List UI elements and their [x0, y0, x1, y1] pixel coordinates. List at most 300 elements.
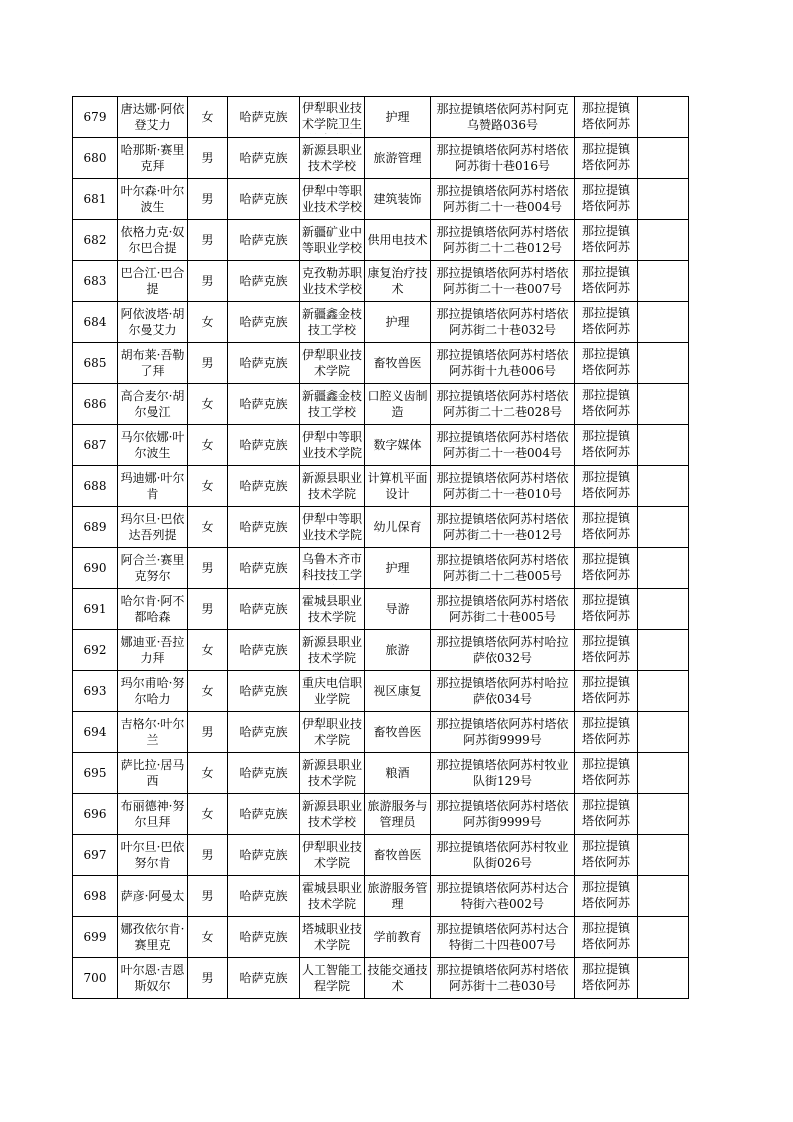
cell-major: [365, 179, 431, 220]
cell-major: [365, 507, 431, 548]
cell-major-text: 畜牧兽医: [373, 356, 422, 370]
cell-name: [118, 138, 188, 179]
cell-ethnicity-text: 哈萨克族: [239, 561, 288, 575]
cell-town: [575, 958, 638, 999]
cell-note: [638, 753, 689, 794]
cell-town: [575, 384, 638, 425]
cell-ethnicity-text: 哈萨克族: [239, 602, 288, 616]
cell-sex-text: 男: [201, 233, 214, 247]
cell-number-text: 679: [83, 110, 107, 124]
cell-major-text: 数字媒体: [373, 438, 422, 452]
cell-address-text: 那拉提镇塔依阿苏村哈拉萨依032号: [436, 635, 569, 665]
cell-school: [300, 589, 365, 630]
cell-sex: [188, 220, 228, 261]
cell-sex-text: 女: [201, 520, 214, 534]
cell-ethnicity: [228, 794, 300, 835]
cell-address-text: 那拉提镇塔依阿苏村塔依阿苏街二十一巷004号: [436, 184, 569, 214]
table-row: [73, 589, 689, 630]
cell-town: [575, 589, 638, 630]
cell-number-text: 685: [83, 356, 107, 370]
cell-number-text: 687: [83, 438, 107, 452]
cell-sex-text: 女: [201, 766, 214, 780]
cell-major-text: 粮酒: [385, 766, 410, 780]
cell-address-text: 那拉提镇塔依阿苏村哈拉萨依034号: [436, 676, 569, 706]
cell-town-text: 那拉提镇塔依阿苏: [581, 347, 630, 377]
cell-school: [300, 876, 365, 917]
cell-number-text: 696: [83, 807, 107, 821]
cell-note: [638, 794, 689, 835]
cell-address: [431, 712, 575, 753]
cell-town: [575, 343, 638, 384]
cell-ethnicity-text: 哈萨克族: [239, 274, 288, 288]
cell-sex-text: 男: [201, 192, 214, 206]
cell-note: [638, 958, 689, 999]
cell-address-text: 那拉提镇塔依阿苏村塔依阿苏街二十一巷004号: [436, 430, 569, 460]
cell-town: [575, 220, 638, 261]
cell-school-text: 新源县职业技术学校: [302, 143, 362, 173]
cell-major: [365, 425, 431, 466]
cell-major: [365, 876, 431, 917]
cell-major-text: 计算机平面设计: [367, 471, 428, 501]
cell-note: [638, 97, 689, 138]
cell-town: [575, 876, 638, 917]
cell-note: [638, 712, 689, 753]
cell-sex-text: 女: [201, 479, 214, 493]
table-row: [73, 794, 689, 835]
cell-sex-text: 女: [201, 315, 214, 329]
cell-school-text: 乌鲁木齐市科技技工学: [302, 552, 362, 582]
cell-note: [638, 179, 689, 220]
cell-name-text: 吉格尔·叶尔兰: [120, 717, 185, 747]
cell-address: [431, 466, 575, 507]
cell-town-text: 那拉提镇塔依阿苏: [581, 552, 630, 582]
cell-ethnicity: [228, 343, 300, 384]
cell-school: [300, 343, 365, 384]
table-row: [73, 630, 689, 671]
cell-sex-text: 男: [201, 889, 214, 903]
cell-address-text: 那拉提镇塔依阿苏村塔依阿苏街二十二巷012号: [436, 225, 569, 255]
cell-note: [638, 138, 689, 179]
cell-major-text: 幼儿保育: [373, 520, 422, 534]
cell-town: [575, 753, 638, 794]
cell-major: [365, 835, 431, 876]
cell-sex: [188, 425, 228, 466]
cell-ethnicity-text: 哈萨克族: [239, 151, 288, 165]
cell-ethnicity-text: 哈萨克族: [239, 725, 288, 739]
cell-ethnicity: [228, 630, 300, 671]
cell-school-text: 伊犁中等职业技术学校: [302, 184, 362, 214]
cell-address-text: 那拉提镇塔依阿苏村塔依阿苏街9999号: [436, 717, 569, 747]
cell-town-text: 那拉提镇塔依阿苏: [581, 429, 630, 459]
cell-school: [300, 261, 365, 302]
cell-ethnicity: [228, 97, 300, 138]
cell-address: [431, 302, 575, 343]
cell-ethnicity-text: 哈萨克族: [239, 397, 288, 411]
cell-address-text: 那拉提镇塔依阿苏村塔依阿苏街二十二巷028号: [436, 389, 569, 419]
cell-major: [365, 671, 431, 712]
cell-major: [365, 261, 431, 302]
cell-name: [118, 876, 188, 917]
cell-note: [638, 507, 689, 548]
cell-address: [431, 261, 575, 302]
cell-town-text: 那拉提镇塔依阿苏: [581, 470, 630, 500]
cell-major: [365, 958, 431, 999]
cell-ethnicity: [228, 220, 300, 261]
cell-number: [73, 753, 118, 794]
cell-major-text: 护理: [385, 315, 410, 329]
cell-name-text: 胡布莱·吾勒了拜: [120, 348, 185, 378]
cell-town-text: 那拉提镇塔依阿苏: [581, 183, 630, 213]
roster-body: [73, 97, 689, 999]
cell-number: [73, 589, 118, 630]
cell-town: [575, 548, 638, 589]
cell-major: [365, 138, 431, 179]
cell-name: [118, 589, 188, 630]
cell-name-text: 叶尔旦·巴依努尔肯: [120, 840, 185, 870]
table-row: [73, 835, 689, 876]
cell-town: [575, 179, 638, 220]
cell-address-text: 那拉提镇塔依阿苏村塔依阿苏街二十巷032号: [436, 307, 569, 337]
table-row: [73, 261, 689, 302]
cell-ethnicity: [228, 548, 300, 589]
cell-sex-text: 男: [201, 602, 214, 616]
cell-number-text: 699: [83, 930, 107, 944]
cell-sex: [188, 343, 228, 384]
cell-sex-text: 男: [201, 971, 214, 985]
cell-address-text: 那拉提镇塔依阿苏村塔依阿苏街十九巷006号: [436, 348, 569, 378]
cell-town: [575, 917, 638, 958]
table-row: [73, 97, 689, 138]
cell-address-text: 那拉提镇塔依阿苏村塔依阿苏街二十一巷010号: [436, 471, 569, 501]
table-row: [73, 958, 689, 999]
cell-major-text: 康复治疗技术: [367, 266, 428, 296]
cell-note: [638, 466, 689, 507]
cell-major: [365, 97, 431, 138]
cell-school: [300, 671, 365, 712]
cell-number: [73, 712, 118, 753]
cell-major-text: 技能交通技术: [367, 963, 428, 993]
cell-note: [638, 384, 689, 425]
cell-town-text: 那拉提镇塔依阿苏: [581, 388, 630, 418]
cell-sex: [188, 794, 228, 835]
cell-ethnicity-text: 哈萨克族: [239, 233, 288, 247]
cell-sex: [188, 917, 228, 958]
table-row: [73, 220, 689, 261]
cell-name: [118, 261, 188, 302]
cell-major-text: 口腔义齿制造: [367, 389, 428, 419]
cell-name: [118, 630, 188, 671]
cell-number-text: 694: [83, 725, 107, 739]
cell-number-text: 688: [83, 479, 107, 493]
cell-town-text: 那拉提镇塔依阿苏: [581, 880, 630, 910]
cell-sex: [188, 753, 228, 794]
cell-school: [300, 548, 365, 589]
cell-name: [118, 917, 188, 958]
cell-ethnicity-text: 哈萨克族: [239, 971, 288, 985]
cell-name-text: 高合麦尔·胡尔曼江: [120, 389, 185, 419]
cell-ethnicity: [228, 261, 300, 302]
cell-address-text: 那拉提镇塔依阿苏村达合特街六巷002号: [436, 881, 569, 911]
table-row: [73, 343, 689, 384]
cell-town-text: 那拉提镇塔依阿苏: [581, 716, 630, 746]
cell-name: [118, 466, 188, 507]
cell-number: [73, 466, 118, 507]
cell-address-text: 那拉提镇塔依阿苏村塔依阿苏街二十一巷012号: [436, 512, 569, 542]
cell-school-text: 新疆矿业中等职业学校: [302, 225, 362, 255]
cell-number: [73, 630, 118, 671]
cell-ethnicity: [228, 179, 300, 220]
cell-sex: [188, 179, 228, 220]
cell-sex-text: 男: [201, 356, 214, 370]
cell-number-text: 682: [83, 233, 107, 247]
cell-town-text: 那拉提镇塔依阿苏: [581, 757, 630, 787]
cell-number: [73, 138, 118, 179]
cell-sex-text: 女: [201, 438, 214, 452]
cell-major-text: 旅游服务管理: [367, 881, 428, 911]
cell-major-text: 护理: [385, 561, 410, 575]
cell-note: [638, 671, 689, 712]
cell-school: [300, 302, 365, 343]
cell-major: [365, 589, 431, 630]
table-row: [73, 384, 689, 425]
cell-number: [73, 302, 118, 343]
cell-name: [118, 794, 188, 835]
cell-address: [431, 835, 575, 876]
cell-ethnicity-text: 哈萨克族: [239, 684, 288, 698]
table-row: [73, 466, 689, 507]
cell-address: [431, 97, 575, 138]
table-row: [73, 753, 689, 794]
cell-sex-text: 女: [201, 930, 214, 944]
cell-major: [365, 712, 431, 753]
cell-number: [73, 794, 118, 835]
cell-address: [431, 548, 575, 589]
cell-note: [638, 548, 689, 589]
cell-town-text: 那拉提镇塔依阿苏: [581, 962, 630, 992]
cell-sex: [188, 548, 228, 589]
cell-town: [575, 630, 638, 671]
cell-ethnicity-text: 哈萨克族: [239, 479, 288, 493]
cell-school-text: 霍城县职业技术学院: [302, 594, 362, 624]
cell-ethnicity: [228, 425, 300, 466]
cell-ethnicity-text: 哈萨克族: [239, 356, 288, 370]
cell-major: [365, 384, 431, 425]
cell-number-text: 689: [83, 520, 107, 534]
cell-sex-text: 男: [201, 725, 214, 739]
cell-school-text: 伊犁职业技术学院: [302, 840, 362, 870]
cell-number-text: 691: [83, 602, 107, 616]
cell-number-text: 693: [83, 684, 107, 698]
cell-school-text: 人工智能工程学院: [302, 963, 362, 993]
cell-ethnicity: [228, 876, 300, 917]
cell-town-text: 那拉提镇塔依阿苏: [581, 634, 630, 664]
cell-address: [431, 138, 575, 179]
cell-note: [638, 917, 689, 958]
cell-sex: [188, 589, 228, 630]
cell-school: [300, 753, 365, 794]
cell-ethnicity: [228, 671, 300, 712]
cell-town-text: 那拉提镇塔依阿苏: [581, 839, 630, 869]
cell-name: [118, 835, 188, 876]
cell-name: [118, 179, 188, 220]
cell-address-text: 那拉提镇塔依阿苏村塔依阿苏街二十巷005号: [436, 594, 569, 624]
cell-town: [575, 671, 638, 712]
cell-name-text: 布丽德神·努尔旦拜: [120, 799, 185, 829]
cell-address: [431, 958, 575, 999]
cell-name-text: 叶尔森·叶尔波生: [120, 184, 185, 214]
cell-ethnicity-text: 哈萨克族: [239, 889, 288, 903]
table-row: [73, 507, 689, 548]
cell-town: [575, 302, 638, 343]
cell-major: [365, 343, 431, 384]
cell-number-text: 684: [83, 315, 107, 329]
cell-ethnicity: [228, 589, 300, 630]
cell-major-text: 畜牧兽医: [373, 725, 422, 739]
cell-number: [73, 220, 118, 261]
table-row: [73, 138, 689, 179]
cell-school: [300, 835, 365, 876]
table-row: [73, 302, 689, 343]
cell-name-text: 哈那斯·赛里克拜: [120, 143, 185, 173]
cell-name-text: 萨比拉·居马西: [120, 758, 185, 788]
cell-ethnicity-text: 哈萨克族: [239, 520, 288, 534]
cell-name: [118, 958, 188, 999]
cell-ethnicity-text: 哈萨克族: [239, 766, 288, 780]
cell-ethnicity: [228, 138, 300, 179]
cell-number: [73, 425, 118, 466]
cell-address: [431, 220, 575, 261]
cell-major: [365, 466, 431, 507]
cell-number: [73, 835, 118, 876]
cell-sex: [188, 958, 228, 999]
cell-number-text: 681: [83, 192, 107, 206]
cell-address-text: 那拉提镇塔依阿苏村达合特街二十四巷007号: [436, 922, 569, 952]
cell-address: [431, 179, 575, 220]
cell-school: [300, 179, 365, 220]
cell-ethnicity-text: 哈萨克族: [239, 930, 288, 944]
cell-ethnicity: [228, 384, 300, 425]
cell-ethnicity-text: 哈萨克族: [239, 848, 288, 862]
cell-sex-text: 女: [201, 684, 214, 698]
cell-major-text: 视区康复: [373, 684, 422, 698]
cell-school: [300, 466, 365, 507]
cell-sex-text: 女: [201, 643, 214, 657]
cell-name-text: 萨彦·阿曼太: [120, 889, 185, 903]
cell-sex: [188, 712, 228, 753]
cell-name-text: 巴合江·巴合提: [120, 266, 185, 296]
cell-name: [118, 548, 188, 589]
table-row: [73, 671, 689, 712]
cell-number: [73, 671, 118, 712]
cell-address: [431, 876, 575, 917]
cell-school: [300, 425, 365, 466]
cell-number: [73, 384, 118, 425]
cell-major: [365, 220, 431, 261]
cell-name-text: 玛尔旦·巴依达吾列提: [120, 512, 185, 542]
cell-school: [300, 794, 365, 835]
cell-name: [118, 343, 188, 384]
cell-sex-text: 男: [201, 151, 214, 165]
cell-major-text: 畜牧兽医: [373, 848, 422, 862]
cell-address-text: 那拉提镇塔依阿苏村塔依阿苏街十巷016号: [436, 143, 569, 173]
cell-ethnicity-text: 哈萨克族: [239, 110, 288, 124]
cell-major: [365, 548, 431, 589]
cell-ethnicity-text: 哈萨克族: [239, 192, 288, 206]
cell-major-text: 旅游管理: [373, 151, 422, 165]
cell-address: [431, 507, 575, 548]
cell-major-text: 旅游服务与管理员: [367, 799, 428, 829]
cell-number: [73, 343, 118, 384]
cell-name-text: 马尔依娜·叶尔波生: [120, 430, 185, 460]
cell-name: [118, 425, 188, 466]
cell-address: [431, 589, 575, 630]
cell-town: [575, 794, 638, 835]
cell-school-text: 重庆电信职业学院: [302, 676, 362, 706]
cell-name: [118, 220, 188, 261]
table-row: [73, 876, 689, 917]
cell-town-text: 那拉提镇塔依阿苏: [581, 921, 630, 951]
cell-school-text: 伊犁中等职业技术学院: [302, 512, 362, 542]
cell-town: [575, 425, 638, 466]
cell-sex: [188, 630, 228, 671]
cell-sex: [188, 507, 228, 548]
cell-school: [300, 384, 365, 425]
cell-sex-text: 男: [201, 274, 214, 288]
cell-town: [575, 712, 638, 753]
cell-note: [638, 835, 689, 876]
cell-major: [365, 753, 431, 794]
cell-school: [300, 97, 365, 138]
cell-ethnicity: [228, 753, 300, 794]
cell-town-text: 那拉提镇塔依阿苏: [581, 675, 630, 705]
cell-sex-text: 男: [201, 848, 214, 862]
cell-note: [638, 630, 689, 671]
cell-ethnicity: [228, 958, 300, 999]
cell-sex-text: 女: [201, 397, 214, 411]
cell-major: [365, 917, 431, 958]
cell-major-text: 学前教育: [373, 930, 422, 944]
cell-number-text: 692: [83, 643, 107, 657]
cell-number: [73, 917, 118, 958]
cell-number: [73, 958, 118, 999]
cell-sex: [188, 466, 228, 507]
cell-school: [300, 138, 365, 179]
cell-name-text: 依格力克·奴尔巴合提: [120, 225, 185, 255]
cell-school: [300, 958, 365, 999]
cell-address-text: 那拉提镇塔依阿苏村塔依阿苏街十二巷030号: [436, 963, 569, 993]
cell-number: [73, 548, 118, 589]
cell-address-text: 那拉提镇塔依阿苏村牧业队街129号: [436, 758, 569, 788]
cell-name: [118, 97, 188, 138]
cell-name: [118, 753, 188, 794]
cell-number: [73, 179, 118, 220]
cell-address: [431, 425, 575, 466]
cell-major-text: 建筑装饰: [373, 192, 422, 206]
table-row: [73, 917, 689, 958]
cell-name-text: 叶尔恩·吉恩斯奴尔: [120, 963, 185, 993]
cell-name-text: 玛尔甫哈·努尔哈力: [120, 676, 185, 706]
cell-school-text: 克孜勒苏职业技术学校: [302, 266, 362, 296]
cell-town-text: 那拉提镇塔依阿苏: [581, 306, 630, 336]
cell-sex-text: 男: [201, 561, 214, 575]
cell-name-text: 哈尔肯·阿不都哈森: [120, 594, 185, 624]
cell-note: [638, 589, 689, 630]
cell-town-text: 那拉提镇塔依阿苏: [581, 798, 630, 828]
cell-town: [575, 466, 638, 507]
cell-name: [118, 712, 188, 753]
cell-number-text: 698: [83, 889, 107, 903]
cell-name-text: 玛迪娜·叶尔肯: [120, 471, 185, 501]
